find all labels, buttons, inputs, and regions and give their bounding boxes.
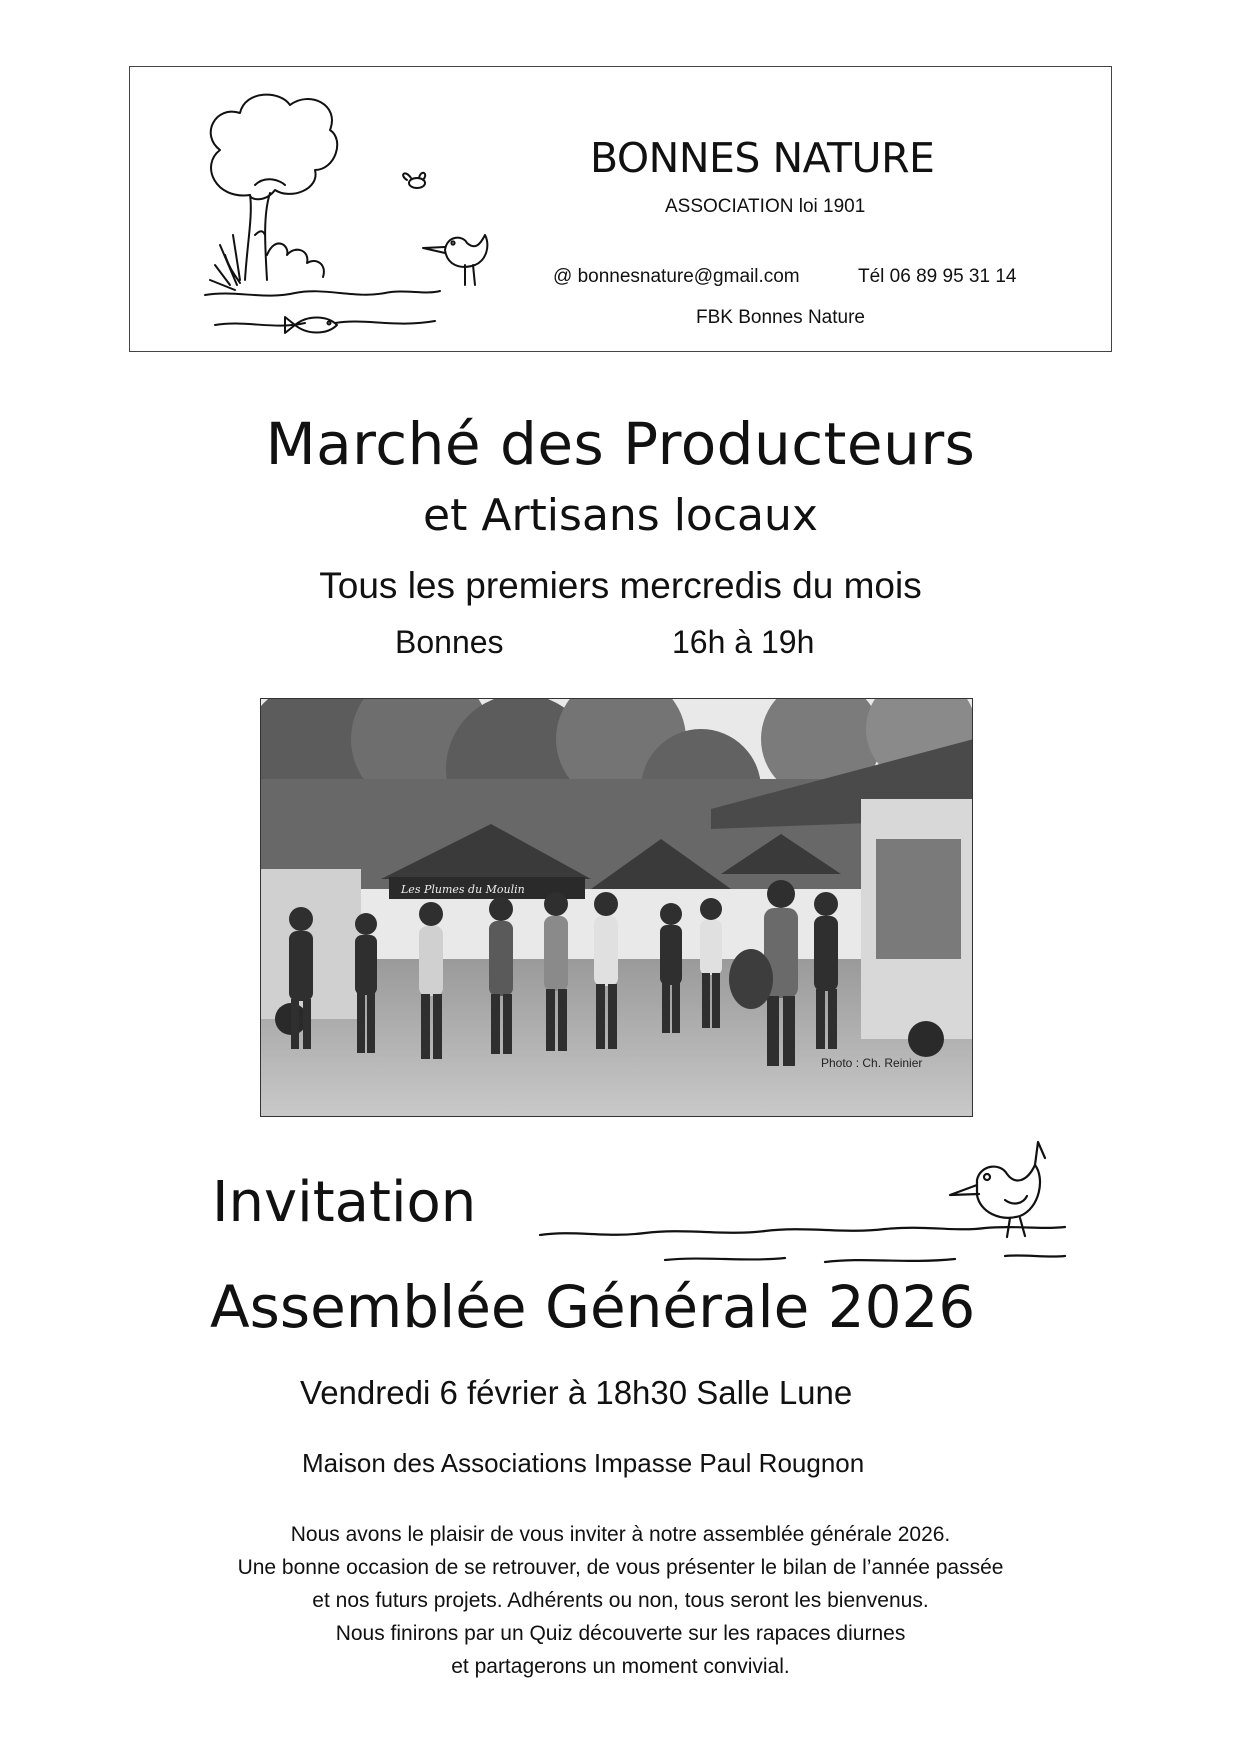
contact-email[interactable]: @ bonnesnature@gmail.com — [553, 266, 800, 287]
market-photo-illustration — [261, 699, 973, 1117]
market-hours: 16h à 19h — [672, 624, 815, 660]
org-subtitle: ASSOCIATION loi 1901 — [665, 196, 866, 217]
market-schedule: Tous les premiers mercredis du mois — [319, 565, 922, 606]
market-title: Marché des Producteurs — [265, 410, 976, 478]
bird-on-water-drawing — [535, 1130, 1075, 1290]
facebook-handle: FBK Bonnes Nature — [696, 307, 865, 328]
assembly-title: Assemblée Générale 2026 — [210, 1273, 976, 1341]
body-line: et nos futurs projets. Adhérents ou non, tous seront les bienvenus. — [312, 1589, 929, 1612]
tree-bird-fish-logo — [195, 85, 495, 345]
body-line: Une bonne occasion de se retrouver, de vous présenter le bilan de l’année passée — [237, 1556, 1004, 1579]
stand-sign: Les Plumes du Moulin — [401, 883, 525, 896]
invitation-heading: Invitation — [212, 1170, 477, 1235]
assembly-venue-line: Maison des Associations Impasse Paul Rougnon — [302, 1448, 865, 1478]
body-line: et partagerons un moment convivial. — [451, 1655, 790, 1678]
market-subtitle: et Artisans locaux — [423, 490, 818, 541]
contact-phone: Tél 06 89 95 31 14 — [858, 266, 1017, 287]
market-place: Bonnes — [395, 624, 504, 660]
invitation-body — [0, 1518, 1241, 1683]
market-photo — [260, 698, 973, 1117]
org-name: BONNES NATURE — [590, 134, 935, 182]
body-line: Nous finirons par un Quiz découverte sur les rapaces diurnes — [335, 1622, 906, 1645]
photo-credit: Photo : Ch. Reinier — [821, 1056, 923, 1070]
assembly-date-line: Vendredi 6 février à 18h30 Salle Lune — [300, 1374, 853, 1411]
body-line: Nous avons le plaisir de vous inviter à notre assemblée générale 2026. — [290, 1523, 951, 1546]
